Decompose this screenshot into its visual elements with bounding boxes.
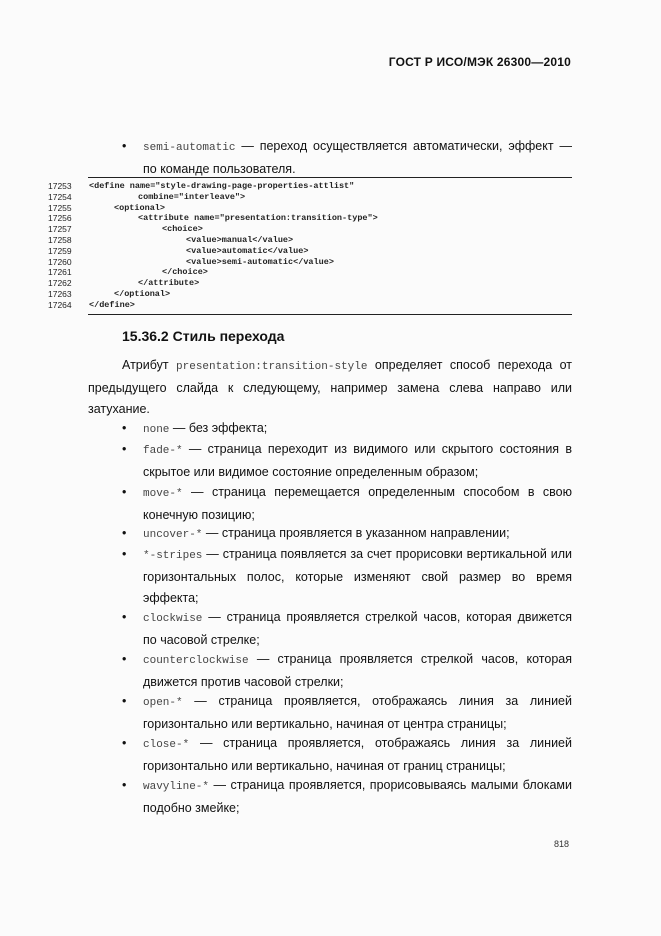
item-text: — страница проявляется, прорисовываясь малыми блоками подобно змейке; bbox=[143, 778, 572, 815]
item-text: — переход осуществляется автоматически, эффект — по команде пользователя. bbox=[143, 139, 572, 176]
line-number: 17262 bbox=[48, 278, 72, 289]
line-number: 17264 bbox=[48, 299, 72, 310]
line-number: 17259 bbox=[48, 245, 72, 256]
code-line bbox=[48, 300, 578, 311]
code-text: </optional> bbox=[114, 288, 171, 299]
line-number: 17263 bbox=[48, 288, 72, 299]
code-line bbox=[48, 224, 578, 235]
code-term: none bbox=[143, 424, 170, 436]
divider-bottom bbox=[88, 314, 572, 315]
code-term: uncover-* bbox=[143, 529, 203, 541]
line-number: 17256 bbox=[48, 213, 72, 224]
attribute-name: presentation:transition-style bbox=[176, 361, 368, 373]
document-header: ГОСТ Р ИСО/МЭК 26300—2010 bbox=[388, 55, 571, 69]
bullet-marker: • bbox=[122, 442, 127, 456]
bullet-marker: • bbox=[122, 610, 127, 624]
page-number: 818 bbox=[553, 839, 569, 849]
bullet-marker: • bbox=[122, 421, 127, 435]
code-line bbox=[48, 257, 578, 268]
code-text: </choice> bbox=[162, 267, 208, 278]
code-line bbox=[48, 246, 578, 257]
item-text: — страница проявляется стрелкой часов, которая движется по часовой стрелке; bbox=[143, 610, 572, 647]
section-heading: 15.36.2 Стиль перехода bbox=[122, 328, 285, 344]
code-text: </define> bbox=[89, 299, 135, 310]
item-text: — страница появляется за счет прорисовки вертикальной или горизонтальных полос, которые изменяют свой размер во время эффекта; bbox=[143, 547, 572, 605]
item-text: — без эффекта; bbox=[169, 421, 268, 435]
divider-top bbox=[88, 177, 572, 178]
code-term: semi-automatic bbox=[143, 142, 236, 154]
item-text: — страница проявляется, отображаясь линия за линией горизонтально или вертикально, начиная от границ страницы; bbox=[143, 736, 572, 773]
code-text: <value>automatic</value> bbox=[186, 245, 309, 256]
intro-suffix: определяет способ перехода от предыдущего слайда к следующему, например замена слева направо или затухание. bbox=[88, 358, 572, 416]
code-term: open-* bbox=[143, 697, 183, 709]
code-line bbox=[48, 235, 578, 246]
code-text: <attribute name="presentation:transition-type"> bbox=[138, 213, 378, 224]
code-text: <value>semi-automatic</value> bbox=[186, 256, 334, 267]
code-text: <define name="style-drawing-page-properties-attlist" bbox=[89, 181, 355, 191]
code-line bbox=[48, 289, 578, 300]
line-number: 17261 bbox=[48, 267, 72, 278]
bullet-marker: • bbox=[122, 547, 127, 561]
code-line bbox=[48, 267, 578, 278]
line-number: 17253 bbox=[48, 181, 72, 191]
code-line bbox=[48, 181, 578, 192]
line-number: 17260 bbox=[48, 256, 72, 267]
bullet-marker: • bbox=[122, 778, 127, 792]
line-number: 17254 bbox=[48, 191, 72, 202]
intro-prefix: Атрибут bbox=[122, 358, 177, 372]
bullet-marker: • bbox=[122, 694, 127, 708]
code-term: counterclockwise bbox=[143, 655, 249, 667]
code-term: move-* bbox=[143, 488, 183, 500]
code-line bbox=[48, 203, 578, 214]
code-text: <value>manual</value> bbox=[186, 234, 294, 245]
intro-paragraph bbox=[88, 355, 572, 420]
line-number: 17258 bbox=[48, 234, 72, 245]
code-listing bbox=[48, 181, 578, 311]
line-number: 17257 bbox=[48, 224, 72, 235]
code-term: wavyline-* bbox=[143, 781, 210, 793]
line-number: 17255 bbox=[48, 202, 72, 213]
code-line bbox=[48, 213, 578, 224]
code-term: fade-* bbox=[143, 445, 183, 457]
code-term: close-* bbox=[143, 739, 190, 751]
bullet-marker: • bbox=[122, 526, 127, 540]
item-text: — страница переходит из видимого или скрытого состояния в скрытое или видимое состояние определенным образом; bbox=[143, 442, 572, 479]
bullet-marker: • bbox=[122, 485, 127, 499]
bullet-marker: • bbox=[122, 139, 127, 153]
bullet-marker: • bbox=[122, 652, 127, 666]
item-text: — страница проявляется в указанном направлении; bbox=[202, 526, 510, 540]
item-text: — страница проявляется стрелкой часов, которая движется против часовой стрелки; bbox=[143, 652, 572, 689]
code-text: <choice> bbox=[162, 224, 203, 235]
code-line bbox=[48, 192, 578, 203]
code-text: </attribute> bbox=[138, 278, 200, 289]
item-text: — страница перемещается определенным способом в свою конечную позицию; bbox=[143, 485, 572, 522]
code-text: combine="interleave"> bbox=[138, 191, 246, 202]
code-line bbox=[48, 278, 578, 289]
code-text: <optional> bbox=[114, 202, 166, 213]
item-text: — страница проявляется, отображаясь линия за линией горизонтально или вертикально, начиная от центра страницы; bbox=[143, 694, 572, 731]
code-term: *-stripes bbox=[143, 550, 203, 562]
bullet-marker: • bbox=[122, 736, 127, 750]
code-term: clockwise bbox=[143, 613, 203, 625]
